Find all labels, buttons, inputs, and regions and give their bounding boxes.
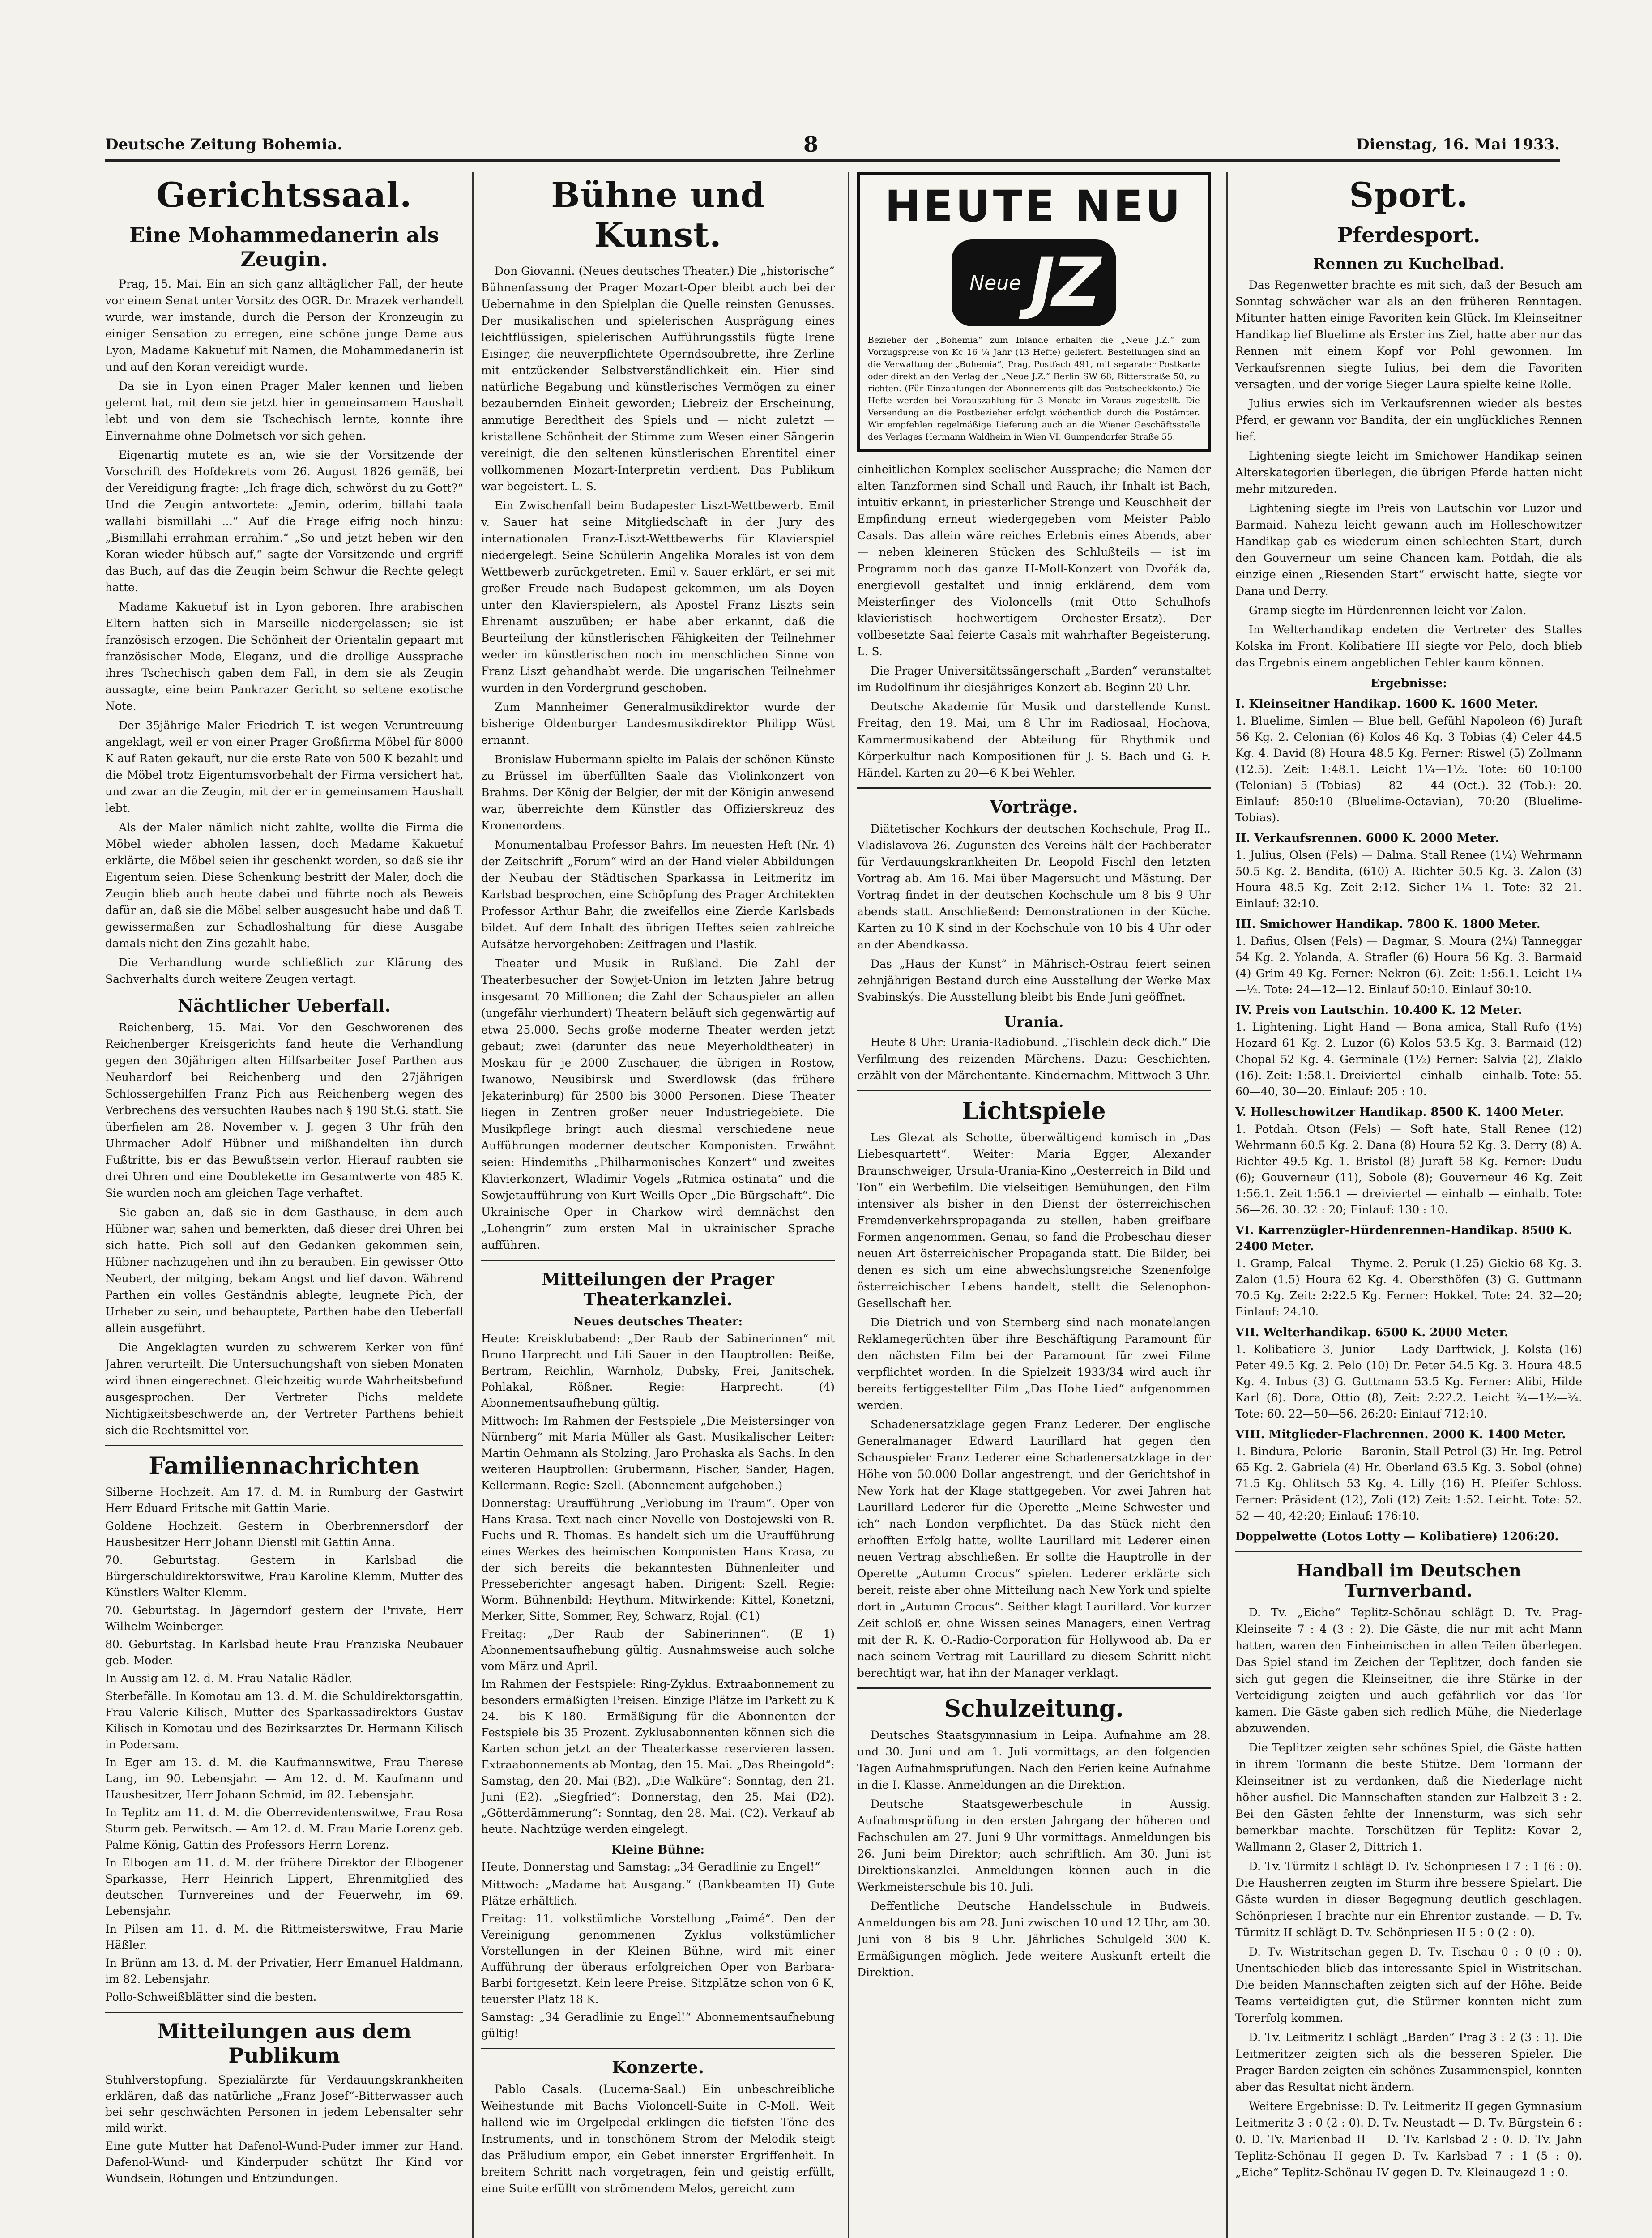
theater-notice: Im Rahmen der Festspiele: Ring-Zyklus. Extraabonnement zu besonders ermäßigten Preisen. Einzige Plätze im Parkett zu K 24.— bis K 180.— Ermäßigung für die Abonnenten der Festspiele bis 35 Prozent. Zyklusabonnenten können sich die Karten schon jetzt an der Theaterkasse reservieren lassen. Extraabonnements ab Montag, den 15. Mai. „Das Rheingold“: Samstag, den 20. Mai (B2). „Die Walküre“: Sonntag, den 21. Juni (E2). „Siegfried“: Donnerstag, den 25. Mai (D2). „Götterdämmerung“: Sonntag, den 28. Mai. (C2). Verkauf ab heute. Nachtzüge werden eingelegt. xyxy=(481,1678,835,1836)
article-paragraph: Die Angeklagten wurden zu schwerem Kerker von fünf Jahren verurteilt. Die Untersuchungshaft von sieben Monaten wird ihnen eingerechnet. Gleichzeitig wurde Wahrheitsbefund ausgesprochen. Der Vertreter Pichs meldete Nichtigkeitsbeschwerde an, der Vertreter Parthens behielt sich die Rechtsmittel vor. xyxy=(105,1341,463,1437)
article-title: Eine Mohammedanerin als Zeugin. xyxy=(129,223,439,271)
result-heading: IV. Preis von Lautschin. 10.400 K. 12 Meter. xyxy=(1235,1004,1522,1017)
theater-subheading: Kleine Bühne: xyxy=(611,1843,705,1857)
column-court xyxy=(105,172,463,2238)
column-divider xyxy=(848,172,849,2238)
divider xyxy=(857,787,1211,789)
family-notice: 70. Geburtstag. In Jägerndorf gestern der Private, Herr Wilhelm Weinberger. xyxy=(105,1604,463,1633)
article-paragraph: Les Glezat als Schotte, überwältigend komisch in „Das Liebesquartett“. Weiter: Maria Egger, Alexander Braunschweiger, Ursula-Urania-Kino „Oesterreich in Bild und Ton“ ein Werbefilm. Die vielseitigen Bemühungen, den Film intensiver als bisher in den Dienst der österreichischen Fremdenverkehrspropaganda zu stellen, haben greifbare Formen angenommen. Genau, so fand die Probeschau dieser neuen Art österreichischer Propaganda statt. Die Bilder, bei denen es sich um eine abwechslungsreiche Szenenfolge österreichischer Lebens handelt, stellt die Selenophon-Gesellschaft her. xyxy=(857,1131,1211,1310)
issue-date: Dienstag, 16. Mai 1933. xyxy=(1356,136,1560,154)
divider xyxy=(481,2048,835,2049)
handball-report: D. Tv. Türmitz I schlägt D. Tv. Schönpriesen I 7 : 1 (6 : 0). Die Hausherren zeigten im Sturm ihre bessere Spielart. Die Gäste wurden in dieser Begegnung deutlich geschlagen. Schönpriesen I brachte nur ein Ehrentor zustande. — D. Tv. Türmitz II schlägt D. Tv. Schönpriesen II 5 : 0 (2 : 0). xyxy=(1235,1860,1582,1939)
family-notice: In Eger am 13. d. M. die Kaufmannswitwe, Frau Therese Lang, im 90. Lebensjahr. — Am 12. d. M. Kaufmann und Hausbesitzer, Herr Johann Schmid, im 82. Lebensjahr. xyxy=(105,1756,463,1801)
result-text: 1. Kolibatiere 3, Junior — Lady Darftwick, J. Kolsta (16) Peter 49.5 Kg. 2. Pelo (10) Dr. Peter 54.5 Kg. 3. Houra 48.5 Kg. 4. Inbus (3) G. Guttmann 53.5 Kg. Ferner: Alibi, Hilde Karl (6). Dora, Ottio (8), Zeit: 2:22.2. Leicht ¾—1½—¾. Tote: 60. 22—50—56. 26:20: Einlauf 712:10. xyxy=(1235,1343,1582,1420)
page-header xyxy=(105,132,1560,162)
section-title-arts: Bühne und Kunst. xyxy=(551,175,765,255)
subsection-title: Pferdesport. xyxy=(1337,223,1481,247)
family-notice: Sterbefälle. In Komotau am 13. d. M. die Schuldirektorsgattin, Frau Valerie Kilisch, Mutter des Sparkassadirektors Gustav Kilisch in Komotau und des Bezirksarztes Dr. Hermann Kilisch in Podersam. xyxy=(105,1690,463,1751)
divider xyxy=(1235,1551,1582,1552)
result-heading: V. Holleschowitzer Handikap. 8500 K. 1400 Meter. xyxy=(1235,1106,1564,1119)
handball-report: D. Tv. Leitmeritz I schlägt „Barden“ Prag 3 : 2 (3 : 1). Die Leitmeritzer zeigten sich als die besseren Spieler. Die Prager Barden zeigten ein schönes Zusammenspiel, konnten aber das Resultat nicht ändern. xyxy=(1235,2031,1582,2093)
article-paragraph: Monumentalbau Professor Bahrs. Im neuesten Heft (Nr. 4) der Zeitschrift „Forum“ wird an der Hand vieler Abbildungen der Neubau der Städtischen Sparkassa in Leitmeritz im Karlsbad besprochen, eine Schöpfung des Prager Architekten Professor Arthur Bahr, die zweifellos eine Zierde Karlsbads bildet. Auf dem Inhalt des übrigen Heftes seien zahlreiche Aufsätze hervorgehoben: Zeitfragen und Plastik. xyxy=(481,838,835,951)
article-paragraph: Lightening siegte leicht im Smichower Handikap seinen Alterskategorien überlegen, die übrigen Pferde hatten nicht mehr mitzureden. xyxy=(1235,449,1582,495)
newspaper-name: Deutsche Zeitung Bohemia. xyxy=(105,136,343,154)
column-sport xyxy=(1235,172,1582,2238)
article-title: Nächtlicher Ueberfall. xyxy=(178,995,391,1016)
handball-report: D. Tv. „Eiche“ Teplitz-Schönau schlägt D. Tv. Prag-Kleinseite 7 : 4 (3 : 2). Die Gäste, die nur mit acht Mann hatten, waren den Einheimischen in allen Teilen überlegen. Das Spiel stand im Zeichen der Teplitzer, doch fanden sie sich gut gegen die Kleinseitner, die ihre Stärke in der Verteidigung zeigten und auch gefährlich vor das Tor kamen. Die Gäste gaben sich redlich Mühe, die Niederlage abzuwenden. xyxy=(1235,1606,1582,1735)
family-notice: 80. Geburtstag. In Karlsbad heute Frau Franziska Neubauer geb. Moder. xyxy=(105,1638,463,1667)
column-arts xyxy=(481,172,835,2238)
advertisement xyxy=(857,172,1211,452)
result-text: 1. Bindura, Pelorie — Baronin, Stall Petrol (3) Hr. Ing. Petrol 65 Kg. 2. Gabriela (4) Hr. Oberland 63.5 Kg. 3. Sobol (ohne) 71.5 Kg. Ohlitsch 53 Kg. 4. Lilly (16) H. Pfeifer Schloss. Ferner: Präsident (12), Zoli (12) Zeit: 1:52. Leicht. Tote: 52. 52 — 40, 42:20; Einlauf: 176:10. xyxy=(1235,1445,1582,1522)
article-paragraph: Heute 8 Uhr: Urania-Radiobund. „Tischlein deck dich.“ Die Verfilmung des reizenden Märchens. Dazu: Geschichten, erzählt von der Märchentante. Kindernachm. Mittwoch 3 Uhr. xyxy=(857,1036,1211,1082)
result-heading: VII. Welterhandikap. 6500 K. 2000 Meter. xyxy=(1235,1326,1508,1339)
section-title-handball: Handball im Deutschen Turnverband. xyxy=(1296,1560,1521,1601)
result-text: 1. Gramp, Falcal — Thyme. 2. Peruk (1.25) Giekio 68 Kg. 3. Zalon (1.5) Houra 62 Kg. 4. Obersthöfen (3) G. Guttmann 70.5 Kg. Zeit: 2:22.5 Kg. Ferner: Hokkel. Tote: 24. 32—20; Einlauf: 24.10. xyxy=(1235,1257,1582,1318)
result-heading: III. Smichower Handikap. 7800 K. 1800 Meter. xyxy=(1235,918,1541,931)
result-heading: VIII. Mitglieder-Flachrennen. 2000 K. 1400 Meter. xyxy=(1235,1428,1566,1441)
section-title-school: Schulzeitung. xyxy=(944,1695,1124,1722)
article-paragraph: Sie gaben an, daß sie in dem Gasthause, in dem auch Hübner war, sahen und bemerkten, daß dieser drei Uhren bei sich hatte. Pich soll auf den Gedanken gekommen sein, Hübner nachzugehen und ihn zu berauben. Ein gewisser Otto Neubert, der mitging, bekam Angst und lief davon. Während Parthen ein volles Geständnis ablegte, leugnete Pich, der Urheber zu sein, und behauptete, Parthen habe den Ueberfall allein ausgeführt. xyxy=(105,1206,463,1335)
family-notice: In Teplitz am 11. d. M. die Oberrevidentenswitwe, Frau Rosa Sturm geb. Perwitsch. — Am 12. d. M. Frau Marie Lorenz geb. Palme König, Gattin des Professors Herrn Lorenz. xyxy=(105,1806,463,1851)
divider xyxy=(481,1260,835,1261)
result-text: 1. Dafius, Olsen (Fels) — Dagmar, S. Moura (2¼) Tanneggar 54 Kg. 2. Yolanda, A. Strafler (6) Houra 56 Kg. 3. Barmaid (4) Grim 49 Kg. Ferner: Nekron (6). Zeit: 1:56.1. Leicht 1¼—½. Tote: 24—12—12. Einlauf 50:10. Einlauf 30:10. xyxy=(1235,935,1582,996)
article-paragraph: Das „Haus der Kunst“ in Mährisch-Ostrau feiert seinen zehnjährigen Bestand durch eine Ausstellung der Werke Max Svabinskýs. Die Ausstellung bleibt bis Ende Juni geöffnet. xyxy=(857,957,1211,1004)
section-title-family: Familiennachrichten xyxy=(149,1452,420,1480)
ad-logo xyxy=(952,239,1116,326)
article-paragraph: Prag, 15. Mai. Ein an sich ganz alltäglicher Fall, der heute vor einem Senat unter Vorsitz des OGR. Dr. Mrazek verhandelt wurde, war imstande, durch die Person der Kronzeugin zu einiger Sensation zu erregen, eine schöne junge Dame aus Lyon, Madame Kakuetuf mit Namen, die Mohammedanerin ist und auf den Koran vereidigt wurde. xyxy=(105,278,463,373)
article-paragraph: Deutsches Staatsgymnasium in Leipa. Aufnahme am 28. und 30. Juni und am 1. Juli vormittags, an den folgenden Tagen Aufnahmsprüfungen. Nach den Ferien keine Aufnahme in die I. Klasse. Anmeldungen an die Direktion. xyxy=(857,1729,1211,1791)
divider xyxy=(105,1445,463,1446)
article-paragraph: Madame Kakuetuf ist in Lyon geboren. Ihre arabischen Eltern hatten sich in Marseille niedergelassen; sie ist französisch erzogen. Die Schönheit der Orientalin gepaart mit französischer Mode, Eleganz, und die drollige Aussprache ihres Tschechisch gaben dem Fall, in dem sie als Zeugin aussagte, eine beim Pankrazer Gericht so seltene exotische Note. xyxy=(105,600,463,713)
section-title-concerts: Konzerte. xyxy=(612,2057,704,2077)
article-paragraph: Zum Mannheimer Generalmusikdirektor wurde der bisherige Oldenburger Landesmusikdirektor Philipp Wüst ernannt. xyxy=(481,700,835,747)
result-text: 1. Lightening. Light Hand — Bona amica, Stall Rufo (1½) Hozard 61 Kg. 2. Luzor (6) Kolos 53.5 Kg. 3. Barmaid (12) Chopal 52 Kg. 4. Germinale (1½) Ferner: Salvia (2), Zlaklo (16). Zeit: 1:58.1. Dreiviertel — einhalb — einhalb. Tote: 55. 60—40, 30—20. Einlauf: 205 : 10. xyxy=(1235,1021,1582,1098)
column-mixed xyxy=(857,172,1211,2238)
article-paragraph: Deutsche Staatsgewerbeschule in Aussig. Aufnahmsprüfung in den ersten Jahrgang der höheren und Fachschulen am 27. Juni 9 Uhr vormittags. Anmeldungen bis 26. Juni beim Direktor; auch schriftlich. Am 30. Juni ist Direktionskanzlei. Anmeldungen können auch in die Werkmeisterschule bis 10. Juli. xyxy=(857,1798,1211,1893)
family-notice: In Elbogen am 11. d. M. der frühere Direktor der Elbogener Sparkasse, Herr Heinrich Lippert, Ehrenmitglied des deutschen Turnvereines und der Feuerwehr, im 69. Lebensjahr. xyxy=(105,1856,463,1918)
section-title-urania: Urania. xyxy=(1004,1013,1064,1030)
handball-report: Die Teplitzer zeigten sehr schönes Spiel, die Gäste hatten in ihrem Tormann die beste Stütze. Dem Tormann der Kleinseitner ist zu verdanken, daß die Niederlage nicht höher ausfiel. Die Mannschaften standen zur Halbzeit 3 : 2. Bei den Gästen fehlte der Innensturm, was sich sehr bemerkbar machte. Torschützen für Teplitz: Kovar 2, Wallmann 2, Glaser 2, Dittrich 1. xyxy=(1235,1741,1582,1854)
family-notice: In Aussig am 12. d. M. Frau Natalie Rädler. xyxy=(105,1672,353,1685)
article-paragraph: Das Regenwetter brachte es mit sich, daß der Besuch am Sonntag schwächer war als an den früheren Renntagen. Mitunter hatten einige Favoriten kein Glück. Im Kleinseitner Handikap lief Bluelime als Erster ins Ziel, hatte aber nur das Rennen mit einem Kopf vor Pohl gewonnen. Im Verkaufsrennen siegte Iulius, bei dem die Favoriten versagten, und der vorige Sieger Laura spielte keine Rolle. xyxy=(1235,278,1582,391)
result-heading: Doppelwette (Lotos Lotty — Kolibatiere) 1206:20. xyxy=(1235,1530,1559,1543)
public-notice: Eine gute Mutter hat Dafenol-Wund-Puder immer zur Hand. Dafenol-Wund- und Kinderpuder schützt Ihr Kind vor Wundsein, Rötungen und Entzündungen. xyxy=(105,2140,463,2185)
section-title-court: Gerichtssaal. xyxy=(156,175,412,215)
article-paragraph: Ein Zwischenfall beim Budapester Liszt-Wettbewerb. Emil v. Sauer hat seine Mitgliedschaft in der Jury des internationalen Franz-Liszt-Wettbewerbs für Klavierspiel niedergelegt. Seine Schülerin Angelika Morales ist von dem Wettbewerb zurückgetreten. Emil v. Sauer erklärt, er sei mit großer Freude nach Budapest gekommen, um als Doyen unter den Klavierspielern, als Apostel Franz Liszts sein Ehrenamt auszuüben; er habe aber erkannt, daß die Beurteilung der künstlerischen Fähigkeiten der Teilnehmer weder im künstlerischen noch im menschlichen Sinne von Franz Liszt gehandhabt werde. Die ungarischen Teilnehmer wurden in den Vordergrund geschoben. xyxy=(481,499,835,694)
article-paragraph: Bronislaw Hubermann spielte im Palais der schönen Künste zu Brüssel im überfüllten Saale das Violinkonzert von Brahms. Der König der Belgier, der mit der Königin anwesend war, überreichte dem Künstler das Offizierskreuz des Kronenordens. xyxy=(481,753,835,832)
article-paragraph: Pablo Casals. (Lucerna-Saal.) Ein unbeschreibliche Weihestunde mit Bachs Violoncell-Suite in C-Moll. Weit hallend wie im Orgelpedal erklingen die tiefsten Töne des Instruments, und in tonschönem Strom der Melodik steigt das Präludium empor, ein Gebet innerster Ergriffenheit. In breitem Schritt nach vorgetragen, fein und geistig erfüllt, eine Suite erfüllt von strömendem Melos, gereicht zum xyxy=(481,2083,835,2195)
article-paragraph: Eigenartig mutete es an, wie sie der Vorsitzende der Vorschrift des Hofdekrets vom 26. August 1826 gemäß, bei der Vereidigung fragte: „Ich frage dich, schwörst du zu Gott?“ Und die Zeugin antwortete: „Jemin, oderim, billahi taala wallahi bismillahi ...“ Auf die Frage eifrig noch hinzu: „Bismillahi errahman errahim.“ „So und jetzt heben wir den Koran wieder hübsch auf,“ sagte der Vorsitzende und ergriff das Buch, auf das die Zeugin beim Schwur die Rechte gelegt hatte. xyxy=(105,448,463,594)
article-paragraph: Diätetischer Kochkurs der deutschen Kochschule, Prag II., Vladislavova 26. Zugunsten des Vereins hält der Fachberater für Verdauungskrankheiten Dr. Leopold Fischl den letzten Vortrag ab. Am 16. Mai über Magersucht und Mästung. Der Vortrag findet in der deutschen Kochschule um 8 bis 9 Uhr abends statt. Anschließend: Demonstrationen in der Küche. Karten zu 10 K sind in der Kochschule von 10 bis 4 Uhr oder an der Abendkassa. xyxy=(857,822,1211,951)
theater-subheading: Neues deutsches Theater: xyxy=(573,1315,743,1328)
article-paragraph: Lightening siegte im Preis von Lautschin vor Luzor und Barmaid. Nahezu leicht gewann auch im Holleschowitzer Handikap gab es wiederum einen schlechten Start, durch den Gouverneur um seine Chancen kam. Potdah, die als einzige einen „Riesenden Start“ erwischt hatte, siegte vor Dana und Derry. xyxy=(1235,502,1582,598)
result-text: 1. Bluelime, Simlen — Blue bell, Gefühl Napoleon (6) Juraft 56 Kg. 2. Celonian (6) Kolos 46 Kg. 3 Tobias (4) Celer 44.5 Kg. 4. David (8) Houra 48.5 Kg. Ferner: Riswel (5) Zollmann (12.5). Zeit: 1:48.1. Leicht 1¼—1½. Tote: 60 10:100 (Telonian) 5 (Tobias) — 82 — 44 (Oct.). 32 (Tob.): 20. Einlauf: 850:10 (Bluelime-Octavian), 70:20 (Bluelime-Tobias). xyxy=(1235,714,1582,824)
theater-notice: Mittwoch: „Madame hat Ausgang.“ (Bankbeamten II) Gute Plätze erhältlich. xyxy=(481,1878,835,1907)
result-text: 1. Potdah. Otson (Fels) — Soft hate, Stall Renee (12) Wehrmann 60.5 Kg. 2. Dana (8) Houra 52 Kg. 3. Derry (8) A. Richter 49.5 Kg. 1. Bristol (8) Juraft 58 Kg. Ferner: Dudu (6); Gouverneur (11), Sobole (8); Gouverneur 46 Kg. Zeit 1:56.1. Zeit 1:56.1 — dreiviertel — einhalb — einhalb. Tote: 56—26. 30. 32 : 20; Einlauf: 130 : 10. xyxy=(1235,1123,1582,1216)
theater-notice: Samstag: „34 Geradlinie zu Engel!“ Abonnementsaufhebung gültig! xyxy=(481,2011,835,2040)
result-heading: II. Verkaufsrennen. 6000 K. 2000 Meter. xyxy=(1235,832,1499,845)
result-heading: I. Kleinseitner Handikap. 1600 K. 1600 Meter. xyxy=(1235,697,1538,711)
article-paragraph: Die Dietrich und von Sternberg sind nach monatelangen Reklamegerüchten über ihre Beschäftigung Paramount für den nächsten Film bei der Paramount für zwei Filme verpflichtet worden. In die Spielzeit 1933/34 wird auch ihr bereits fertiggestellter Film „Das Hohe Lied“ aufgenommen werden. xyxy=(857,1316,1211,1412)
column-divider xyxy=(1226,172,1228,2238)
theater-notice: Donnerstag: Uraufführung „Verlobung im Traum“. Oper von Hans Krasa. Text nach einer Novelle von Dostojewski von R. Fuchs und R. Thomas. Es handelt sich um die Uraufführung eines Werkes des heimischen Komponisten Hans Krasa, zu der sich bereits die bekanntesten Bühnenleiter und Presseberichter angesagt haben. Dirigent: Szell. Regie: Worm. Bühnenbild: Heythum. Mitwirkende: Kittel, Konetzni, Merker, Sitte, Sommer, Rey, Schwarz, Rojal. (C1) xyxy=(481,1497,835,1623)
handball-report: D. Tv. Wistritschan gegen D. Tv. Tischau 0 : 0 (0 : 0). Unentschieden blieb das interessante Spiel in Wistritschan. Die beiden Mannschaften zeigten sich auf der Höhe. Beide Teams verteidigten gut, die Stürmer konnten nicht zum Torerfolg kommen. xyxy=(1235,1945,1582,2024)
article-paragraph: Deutsche Akademie für Musik und darstellende Kunst. Freitag, den 19. Mai, um 8 Uhr im Radiosaal, Hochova, Kammermusikabend der Abteilung für Rhythmik und Körperkultur nach Kompositionen für J. S. Bach und G. F. Händel. Karten zu 20—6 K bei Wehler. xyxy=(857,700,1211,779)
divider xyxy=(105,2012,463,2013)
article-paragraph: Die Verhandlung wurde schließlich zur Klärung des Sachverhalts durch weitere Zeugen vertagt. xyxy=(105,956,463,986)
theater-notice: Heute, Donnerstag und Samstag: „34 Geradlinie zu Engel!“ xyxy=(481,1860,820,1873)
section-title-public: Mitteilungen aus dem Publikum xyxy=(157,2019,412,2067)
ad-headline: HEUTE NEU xyxy=(884,181,1183,231)
family-notice: Pollo-Schweißblätter sind die besten. xyxy=(105,1990,317,2003)
family-notice: In Pilsen am 11. d. M. die Rittmeisterswitwe, Frau Marie Häßler. xyxy=(105,1922,463,1952)
section-title-lectures: Vorträge. xyxy=(990,797,1078,817)
divider xyxy=(857,1687,1211,1689)
ad-logo-neue: Neue xyxy=(969,271,1021,295)
article-paragraph: Die Prager Universitätssängerschaft „Barden“ veranstaltet im Rudolfinum ihr diesjähriges Konzert ab. Beginn 20 Uhr. xyxy=(857,664,1211,694)
section-title-sport: Sport. xyxy=(1349,175,1468,215)
family-notice: Silberne Hochzeit. Am 17. d. M. in Rumburg der Gastwirt Herr Eduard Fritsche mit Gattin Marie. xyxy=(105,1486,463,1515)
result-heading: VI. Karrenzügler-Hürdenrennen-Handikap. 8500 K. 2400 Meter. xyxy=(1235,1224,1573,1253)
family-notice: 70. Geburtstag. Gestern in Karlsbad die Bürgerschuldirektorswitwe, Frau Karoline Klemm, Mutter des Künstlers Walter Klemm. xyxy=(105,1554,463,1599)
theater-notice: Heute: Kreisklubabend: „Der Raub der Sabinerinnen“ mit Bruno Harprecht und Lili Sauer in den Hauptrollen: Beiße, Bertram, Reichlin, Warnholz, Dubsky, Frei, Janitschek, Pohlakal, Rößner. Regie: Harprecht. (4) Abonnementsaufhebung gültig. xyxy=(481,1332,835,1409)
column-divider xyxy=(472,172,474,2238)
article-paragraph: Da sie in Lyon einen Prager Maler kennen und lieben gelernt hat, mit dem sie jetzt hier in gemeinsamem Haushalt lebt und von dem sie Tschechisch lernte, konnte ihre Einvernahme ohne Dolmetsch vor sich gehen. xyxy=(105,380,463,442)
article-paragraph: Reichenberg, 15. Mai. Vor den Geschworenen des Reichenberger Kreisgerichts fand heute die Verhandlung gegen den 30jährigen alten Hilfsarbeiter Josef Parthen aus Neuhardorf bei Reichenberg und den 27jährigen Schlossergehilfen Franz Pich aus Reichenberg wegen des Verbrechens des versuchten Raubes nach § 190 St.G. statt. Sie überfielen am 28. November v. J. gegen 3 Uhr früh den Uhrmacher Adolf Hübner und mißhandelten ihn durch Fußtritte, bis er das Bewußtsein verlor. Hierauf raubten sie drei Uhren und eine Doublekette im Gesamtwerte von 485 K. Sie wurden noch am gleichen Tage verhaftet. xyxy=(105,1021,463,1200)
family-notice: In Brünn am 13. d. M. der Privatier, Herr Emanuel Haldmann, im 82. Lebensjahr. xyxy=(105,1956,463,1986)
article-title: Rennen zu Kuchelbad. xyxy=(1313,255,1505,273)
article-paragraph: Im Welterhandikap endeten die Vertreter des Stalles Kolska im Front. Kolibatiere III siegte vor Pelo, doch blieb das Ergebnis einem angeblichen Fehler kaum können. xyxy=(1235,623,1582,669)
article-paragraph: Gramp siegte im Hürdenrennen leicht vor Zalon. xyxy=(1249,604,1527,617)
theater-notice: Freitag: 11. volkstümliche Vorstellung „Faimé“. Den der Vereinigung genommenen Zyklus volkstümlicher Vorstellungen in der Kleinen Bühne, wird mit einer Aufführung der überaus erfolgreichen Oper von Barbara-Barbi fortgesetzt. Kein leere Preise. Sitzplätze schon von 6 K, teuerster Platz 18 K. xyxy=(481,1912,835,2006)
theater-notice: Freitag: „Der Raub der Sabinerinnen“. (E 1) Abonnementsaufhebung gültig. Ausnahmsweise auch solche vom März und April. xyxy=(481,1627,835,1673)
ad-fine-print: Bezieher der „Bohemia“ zum Inlande erhalten die „Neue J.Z.“ zum Vorzugspreise von Kc 16 ¼ Jahr (13 Hefte) geliefert. Bestellungen sind an die Verwaltung der „Bohemia“, Prag, Postfach 491, mit separater Postkarte oder direkt an den Verlag der „Neue J.Z.“ Berlin SW 68, Ritterstraße 50, zu richten. (Für Einzahlungen der Abonnements gilt das Postscheckkonto.) Die Hefte werden bei Vorauszahlung für 3 Monate im Voraus zugestellt. Die Versendung an die Postbezieher erfolgt wöchentlich durch die Postämter. Wir empfehlen regelmäßige Lieferung auch an die Wiener Geschäftsstelle des Verlages Hermann Waldheim in Wien VI, Gumpendorfer Straße 55. xyxy=(868,335,1200,442)
article-paragraph: Schadenersatzklage gegen Franz Lederer. Der englische Generalmanager Edward Laurillard hat gegen den Schauspieler Franz Lederer eine Schadenersatzklage in der Höhe von 50.000 Dollar angestrengt, und der Gerichtshof in New York hat der Klage stattgegeben. Vor zwei Jahren hat Laurillard Lederer für die Operette „Meine Schwester und ich“ nach London verpflichtet. Da das Stück nicht den erhofften Erfolg hatte, wollte Laurillard mit Lederer einen neuen Vertrag abschließen. Er sollte die Hauptrolle in der Operette „Autumn Crocus“ spielen. Lederer erklärte sich bereit, reiste aber ohne Mitteilung nach New York und spielte dort in „Autumn Crocus“. Seither klagt Laurillard. Vor kurzer Zeit schloß er, ohne Wissen seines Managers, einen Vertrag mit der R. K. O.-Radio-Corporation für Hollywood ab. Da er nach seinem Vertrag mit Laurillard zu diesem Schritt nicht berechtigt war, hat ihn der Manager verklagt. xyxy=(857,1418,1211,1679)
family-notice: Goldene Hochzeit. Gestern in Oberbrennersdorf der Hausbesitzer Herr Johann Dienstl mit Gattin Anna. xyxy=(105,1520,463,1549)
results-heading: Ergebnisse: xyxy=(1370,677,1447,690)
section-title-cinema: Lichtspiele xyxy=(962,1098,1106,1125)
article-paragraph: Deffentliche Deutsche Handelsschule in Budweis. Anmeldungen bis am 28. Juni zwischen 10 und 12 Uhr, am 30. Juni von 8 bis 9 Uhr. Jährliches Schulgeld 300 K. Ermäßigungen möglich. Jede weitere Auskunft erteilt die Direktion. xyxy=(857,1900,1211,1979)
ad-logo-jz: JZ xyxy=(1030,244,1098,322)
page-number: 8 xyxy=(803,132,819,157)
article-paragraph: Julius erwies sich im Verkaufsrennen wieder als bestes Pferd, er gewann vor Bandita, der ein unglückliches Rennen lief. xyxy=(1235,397,1582,443)
public-notice: Stuhlverstopfung. Spezialärzte für Verdauungskrankheiten erklären, daß das natürliche „Franz Josef“-Bitterwasser auch bei sehr geschwächten Personen in jedem Lebensalter sehr mild wirkt. xyxy=(105,2073,463,2135)
result-text: 1. Julius, Olsen (Fels) — Dalma. Stall Renee (1¼) Wehrmann 50.5 Kg. 2. Bandita, (610) A. Richter 50.5 Kg. 3. Zalon (3) Houra 48.5 Kg. Zeit 2:12. Sicher 1¼—1. Tote: 32—21. Einlauf: 32:10. xyxy=(1235,849,1582,910)
theater-notice: Mittwoch: Im Rahmen der Festspiele „Die Meistersinger von Nürnberg“ mit Maria Müller als Gast. Musikalischer Leiter: Martin Oehmann als Stolzing, Jaro Prohaska als Sachs. In den weiteren Hauptrollen: Grubermann, Fischer, Sander, Hagen, Kellermann. Regie: Szell. (Abonnement aufgehoben.) xyxy=(481,1414,835,1492)
article-paragraph: einheitlichen Komplex seelischer Aussprache; die Namen der alten Tanzformen sind Schall und Rauch, ihr Inhalt ist Bach, intuitiv erkannt, in priesterlicher Strenge und Keuschheit der Empfindung erneut wiedergegeben vom Meister Pablo Casals. Das allein wäre reiches Erlebnis eines Abends, aber — neben kleineren Stücken des Schlußteils — ist im Programm noch das ganze H-Moll-Konzert von Dvořák da, energievoll gestaltet und innig erklärend, dem vom Meisterfinger des Violoncells (mit Otto Schulhofs klavieristisch hochwertigem Orchester-Ersatz). Der vollbesetzte Saal feierte Casals mit wahrhafter Begeisterung. L. S. xyxy=(857,463,1211,658)
article-paragraph: Don Giovanni. (Neues deutsches Theater.) Die „historische“ Bühnenfassung der Prager Mozart-Oper bleibt auch bei der Uebernahme in den Spielplan die Quelle reinsten Genusses. Der musikalischen und spielerischen Ausprägung eines leichtflüssigen, spielerischen Aufführungsstils fügte Irene Eisinger, die neuverpflichtete Operndsoubrette, ihre Zerline mit entzückender Selbstverständlichkeit ein. Hier sind natürliche Begabung und künstlerisches Vermögen zu einer bezaubernden Einheit geworden; Liebreiz der Erscheinung, anmutige Beredtheit des Spiels und — nicht zuletzt — kristallene Schönheit der Stimme zum Wesen einer Sängerin vereinigt, die den seltenen künstlerischen Ehrentitel einer vollkommenen Mozart-Interpretin verdient. Das Publikum war begeistert. L. S. xyxy=(481,265,835,493)
article-paragraph: Der 35jährige Maler Friedrich T. ist wegen Veruntreuung angeklagt, weil er von einer Prager Großfirma Möbel für 8000 K auf Raten gekauft, nur die erste Rate von 500 K bezahlt und die Möbel trotz Eigentumsvorbehalt der Firma versichert hat, und zwar an die Zeugin, mit der er in gemeinsamem Haushalt lebt. xyxy=(105,719,463,815)
article-paragraph: Theater und Musik in Rußland. Die Zahl der Theaterbesucher der Sowjet-Union im letzten Jahre betrug insgesamt 70 Millionen; die Zahl der Schauspieler an allen (ungefähr vierhundert) Theatern beläuft sich gegenwärtig auf etwa 25.000. Sechs große moderne Theater werden jetzt gebaut; zwei (darunter das neue Meyerholdtheater) in Moskau für je 2000 Zuschauer, die übrigen in Rostow, Iwanowo, Neusibirsk und Swerdlowsk (das frühere Jekaterinburg) für 2500 bis 3000 Personen. Diese Theater liegen in Zentren großer neuer Industriegebiete. Die Musikpflege bringt auch diesmal verschiedene neue Aufführungen moderner deutscher Komponisten. Erwähnt seien: Hindemiths „Philharmonisches Konzert“ und zweites Klavierkonzert, Wladimir Vogels „Ritmica ostinata“ und die Sowjetaufführung von Kurt Weills Oper „Die Bürgschaft“. Die Ukrainische Oper in Charkow wird demnächst den „Lohengrin“ zum ersten Mal in ukrainischer Sprache aufführen. xyxy=(481,957,835,1251)
divider xyxy=(857,1090,1211,1091)
article-paragraph: Als der Maler nämlich nicht zahlte, wollte die Firma die Möbel wieder abholen lassen, doch Madame Kakuetuf erklärte, die Möbel seien ihr geschenkt worden, so daß sie ihr Eigentum seien. Diese Schenkung bestritt der Maler, doch die Zeugin blieb auch heute dabei und führte noch als Beweis dafür an, daß sie die Möbel selber ausgesucht habe und daß T. gewissermaßen zur Schadloshaltung für diese Ausgabe damals nicht den Zins gezahlt habe. xyxy=(105,821,463,950)
handball-report: Weitere Ergebnisse: D. Tv. Leitmeritz II gegen Gymnasium Leitmeritz 3 : 0 (2 : 0). D. Tv. Neustadt — D. Tv. Bürgstein 6 : 0. D. Tv. Marienbad II — D. Tv. Karlsbad 2 : 0. D. Tv. Jahn Teplitz-Schönau II gegen D. Tv. Karlsbad 7 : 1 (5 : 0). „Eiche“ Teplitz-Schönau IV gegen D. Tv. Kleinaugezd 1 : 0. xyxy=(1235,2100,1582,2179)
section-title-theater: Mitteilungen der Prager Theaterkanzlei. xyxy=(542,1269,774,1309)
